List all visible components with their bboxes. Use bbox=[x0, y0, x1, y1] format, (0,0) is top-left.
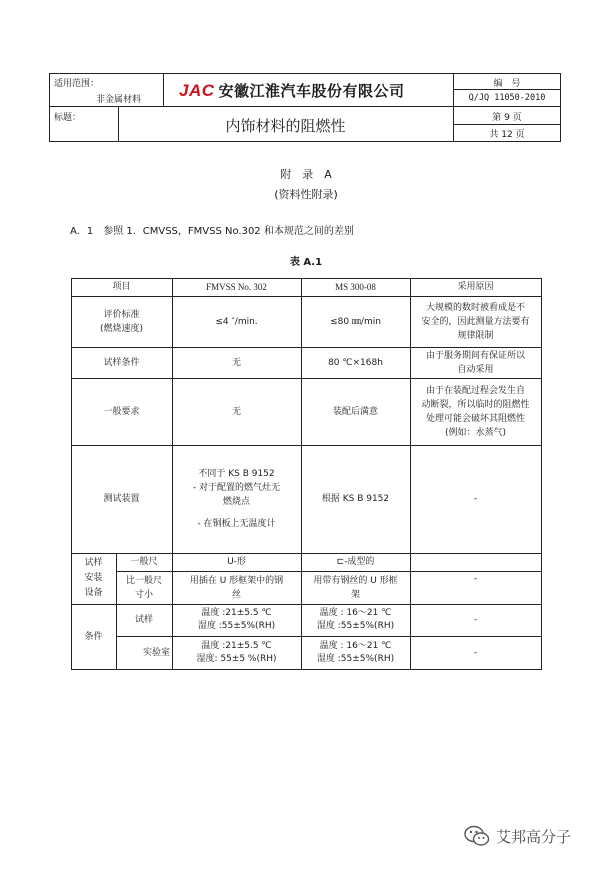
row-sample-ms: 80 ℃×168h bbox=[328, 357, 383, 368]
watermark-text: 艾邦高分子 bbox=[496, 827, 572, 846]
total-pages: 共 12 页 bbox=[489, 130, 525, 140]
row-install-small-ms: 用带有钢丝的 U 形框 架 bbox=[313, 575, 398, 600]
row-install-reason: - bbox=[473, 573, 478, 584]
appendix-title: 附 录 A bbox=[280, 168, 332, 181]
row-general-fmvss: 无 bbox=[231, 406, 241, 417]
table-title: 表 A.1 bbox=[289, 257, 323, 268]
row-cond-sample-fmvss: 温度 :21±5.5 ℃ 湿度 :55±5%(RH) bbox=[197, 608, 276, 631]
section-heading: A．1 参照 1．CMVSS，FMVSS No.302 和本规范之间的差别 bbox=[70, 226, 354, 237]
page-number: 第 9 页 bbox=[492, 113, 522, 123]
row-conditions-group: 条件 bbox=[84, 631, 103, 642]
jac-logo: JAC bbox=[179, 80, 215, 100]
company-name: 安徽江淮汽车股份有限公司 bbox=[218, 82, 405, 100]
row-device-reason: - bbox=[473, 494, 478, 504]
doc-title: 内饰材料的阻燃性 bbox=[225, 117, 346, 135]
scope-value: 非金属材料 bbox=[96, 95, 142, 105]
row-cond-lab-reason: - bbox=[473, 647, 478, 658]
row-cond-sample-label: 试样 bbox=[134, 615, 153, 625]
company-brand bbox=[179, 80, 405, 101]
appendix-subtitle: (资料性附录) bbox=[274, 188, 338, 201]
header-ms: MS 300-08 bbox=[335, 282, 376, 292]
row-eval-fmvss: ≤4 ″/min. bbox=[215, 316, 258, 327]
row-device-ms: 根据 KS B 9152 bbox=[321, 494, 390, 504]
row-install-general-fmvss: U-形 bbox=[227, 557, 246, 567]
watermark bbox=[464, 825, 571, 847]
row-general-ms: 装配后満意 bbox=[332, 406, 378, 417]
row-install-general-label: 一般尺 bbox=[130, 557, 158, 567]
header-fmvss: FMVSS No. 302 bbox=[206, 282, 267, 292]
row-eval-label: 评价标准 (燃烧速度) bbox=[99, 309, 144, 334]
wechat-icon bbox=[464, 825, 490, 847]
row-install-small-fmvss: 用插在 U 形框架中的钢 丝 bbox=[189, 575, 284, 600]
row-general-reason: 由于在装配过程会发生自 动断裂，所以临时的阻燃性 处理可能会破坏其阻燃性 (例如：水蒸气) bbox=[421, 385, 530, 438]
scope-label: 适用范围： bbox=[54, 79, 100, 89]
header-reason: 采用原因 bbox=[457, 282, 494, 292]
row-install-group: 试样 安装 设备 bbox=[84, 558, 103, 598]
row-device-label: 测试装置 bbox=[103, 494, 140, 504]
row-sample-fmvss: 无 bbox=[231, 357, 241, 368]
number-label: 编 号 bbox=[493, 79, 521, 89]
number-value: Q/JQ 11050-2010 bbox=[468, 93, 546, 103]
row-cond-lab-fmvss: 温度 :21±5.5 ℃ 湿度: 55±5 %(RH) bbox=[196, 640, 277, 664]
row-cond-sample-reason: - bbox=[473, 615, 478, 625]
header-item: 项目 bbox=[112, 282, 131, 292]
row-install-general-ms: ⊏-成型的 bbox=[336, 557, 375, 567]
row-device-fmvss: 不同于 KS B 9152 - 对于配置的燃气灶无 燃烧点 - 在铜板上无温度计 bbox=[192, 469, 281, 529]
row-sample-label: 试样条件 bbox=[103, 357, 140, 368]
title-label: 标题： bbox=[54, 113, 82, 123]
row-eval-reason: 大规模的数时被看成是不 安全的，因此测量方法要有 规律限制 bbox=[421, 302, 530, 341]
row-cond-sample-ms: 温度 : 16～21 ℃ 湿度 :55±5%(RH) bbox=[316, 608, 395, 631]
row-general-label: 一般要求 bbox=[103, 406, 140, 417]
row-cond-lab-label: 实验室 bbox=[142, 647, 170, 658]
row-install-small-label: 比一般尺 寸小 bbox=[125, 575, 162, 600]
row-eval-ms: ≤80 ㎜/min bbox=[330, 316, 381, 327]
row-cond-lab-ms: 温度 : 16～21 ℃ 湿度 :55±5%(RH) bbox=[316, 640, 395, 664]
row-sample-reason: 由于服务期间有保证所以 自动采用 bbox=[425, 350, 525, 375]
